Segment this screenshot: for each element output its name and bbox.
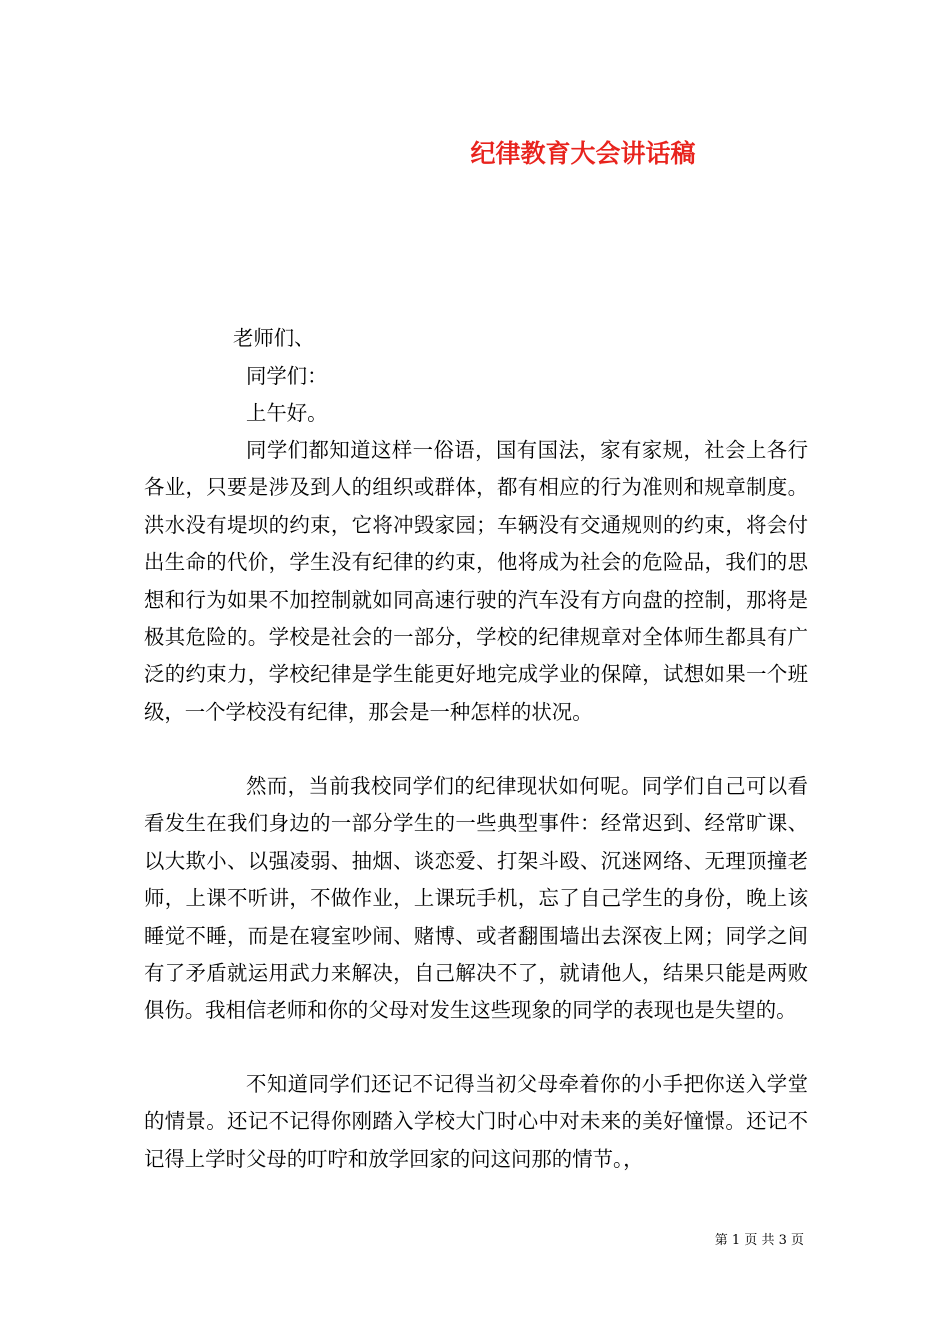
paragraph-1: 同学们都知道这样一俗语，国有国法，家有家规，社会上各行各业，只要是涉及到人的组织或群体，都有相应的行为准则和规章制度。洪水没有堤坝的约束，它将冲毁家园；车辆没有交通规则的约束，将会付出生命的代价，学生没有纪律的约束，他将成为社会的危险品，我们的思想和行为如果不加控制就如同高速行驶的汽车没有方向盘的控制，那将是极其危险的。学校是社会的一部分，学校的纪律规章对全体师生都具有广泛的约束力，学校纪律是学生能更好地完成学业的保障，试想如果一个班级，一个学校没有纪律，那会是一种怎样的状况。	[144, 438, 808, 724]
salutation-students: 同学们：	[246, 364, 328, 388]
page-footer: 第 1 页 共 3 页	[714, 1233, 804, 1248]
paragraph-3: 不知道同学们还记不记得当初父母牵着你的小手把你送入学堂的情景。还记不记得你刚踏入学校大门时心中对未来的美好憧憬。还记不记得上学时父母的叮咛和放学回家的问这问那的情节。，	[144, 1072, 808, 1171]
page-title: 纪律教育大会讲话稿	[470, 139, 696, 168]
greeting: 上午好。	[246, 401, 328, 425]
paragraph-2: 然而，当前我校同学们的纪律现状如何呢。同学们自己可以看看发生在我们身边的一部分学生的一些典型事件：经常迟到、经常旷课、以大欺小、以强凌弱、抽烟、谈恋爱、打架斗殴、沉迷网络、无理顶撞老师，上课不听讲，不做作业，上课玩手机，忘了自己学生的身份，晚上该睡觉不睡，而是在寝室吵闹、赌博、或者翻围墙出去深夜上网；同学之间有了矛盾就运用武力来解决，自己解决不了，就请他人，结果只能是两败俱伤。我相信老师和你的父母对发生这些现象的同学的表现也是失望的。	[144, 774, 808, 1023]
salutation-teachers: 老师们、	[233, 326, 315, 350]
